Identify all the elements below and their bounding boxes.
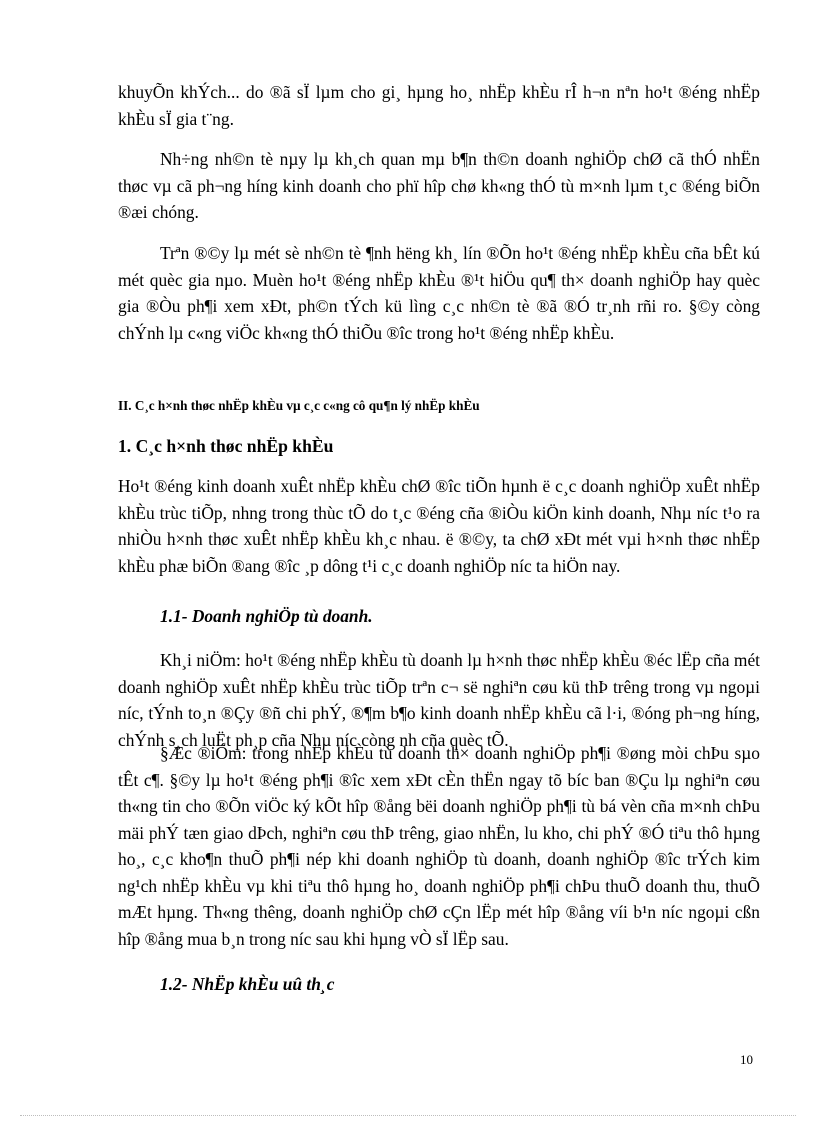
page-number: 10 bbox=[740, 1052, 753, 1067]
section-heading-ii: II. C¸c h×nh thøc nhËp khÈu vµ c¸c c«ng cô qu¶n lý nhËp khÈu bbox=[118, 398, 480, 413]
paragraph-import-incentive: khuyÕn khÝch... do ®ã sÏ lµm cho gi¸ hµng ho¸ nhËp khÈu rÎ h¬n nªn ho¹t ®éng nhËp khÈu sÏ gia t¨ng. bbox=[118, 82, 760, 129]
section-heading-1-2: 1.2- NhËp khÈu uû th¸c bbox=[160, 974, 335, 994]
section-heading-1-1: 1.1- Doanh nghiÖp tù doanh. bbox=[160, 606, 373, 626]
page-bottom-divider bbox=[20, 1115, 796, 1116]
section-heading-1: 1. C¸c h×nh thøc nhËp khÈu bbox=[118, 436, 334, 456]
paragraph-objective-factors: Nh÷ng nh©n tè nµy lµ kh¸ch quan mµ b¶n th©n doanh nghiÖp chØ cã thÓ nhËn thøc vµ cã ph¬ng híng kinh doanh cho phï hîp chø kh«ng thÓ tù m×nh lµm t¸c ®éng biÕn ®æi chóng. bbox=[118, 149, 760, 222]
paragraph-factors-summary: Trªn ®©y lµ mét sè nh©n tè ¶nh hëng kh¸ lín ®Õn ho¹t ®éng nhËp khÈu cña bÊt kú mét quèc gia nµo. Muèn ho¹t ®éng nhËp khÈu ®¹t hiÖu qu¶ th× doanh nghiÖp hay quèc gia ®Òu ph¶i xem xÐt, ph©n tÝch kü lìng c¸c nh©n tè ®ã ®Ó tr¸nh rñi ro. §©y còng chÝnh lµ c«ng viÖc kh«ng thÓ thiÕu ®îc trong ho¹t ®éng nhËp khÈu. bbox=[118, 243, 760, 343]
paragraph-self-business-concept: Kh¸i niÖm: ho¹t ®éng nhËp khÈu tù doanh lµ h×nh thøc nhËp khÈu ®éc lËp cña mét doanh nghiÖp xuÊt nhËp khÈu trùc tiÕp trªn c¬ së nghiªn cøu kü thÞ trêng trong vµ ngoµi níc, tÝnh to¸n ®Çy ®ñ chi phÝ, ®¶m b¶o kinh doanh nhËp khÈu cã l·i, ®óng ph¬ng híng, chÝnh s¸ch luËt ph¸p cña Nhµ níc còng nh cña quèc tÕ. bbox=[118, 650, 760, 750]
paragraph-import-forms-intro: Ho¹t ®éng kinh doanh xuÊt nhËp khÈu chØ ®îc tiÕn hµnh ë c¸c doanh nghiÖp xuÊt nhËp khÈu trùc tiÕp, nhng trong thùc tÕ do t¸c ®éng cña ®iÒu kiÖn kinh doanh, Nhµ níc t¹o ra nhiÒu h×nh thøc xuÊt nhËp khÈu kh¸c nhau. ë ®©y, ta chØ xÐt mét vµi h×nh thøc nhËp khÈu phæ biÕn ®ang ®îc ¸p dông t¹i c¸c doanh nghiÖp níc ta hiÖn nay. bbox=[118, 476, 760, 576]
paragraph-self-business-features: §Æc ®iÓm: trong nhËp khÈu tù doanh th× doanh nghiÖp ph¶i ®øng mòi chÞu sµo tÊt c¶. §©y lµ ho¹t ®éng ph¶i ®îc xem xÐt cÈn thËn ngay tõ bíc ban ®Çu lµ nghiªn cøu th«ng tin cho ®Õn viÖc ký kÕt hîp ®ång bëi doanh nghiÖp ph¶i tù bá vèn cña m×nh chÞu mäi phÝ tæn giao dÞch, nghiªn cøu thÞ trêng, giao nhËn, lu kho, chi phÝ ®Ó tiªu thô hµng ho¸, c¸c kho¶n thuÕ ph¶i nép khi doanh nghiÖp tù doanh, doanh nghiÖp ®îc trÝch kim ng¹ch nhËp khÈu vµ khi tiªu thô hµng ho¸ doanh nghiÖp ph¶i chÞu thuÕ doanh thu, thuÕ mÆt hµng. Th«ng thêng, doanh nghiÖp chØ cÇn lËp mét hîp ®ång víi b¹n níc ngoµi cßn hîp ®ång mua b¸n trong níc sau khi hµng vÒ sÏ lËp sau. bbox=[118, 743, 760, 949]
